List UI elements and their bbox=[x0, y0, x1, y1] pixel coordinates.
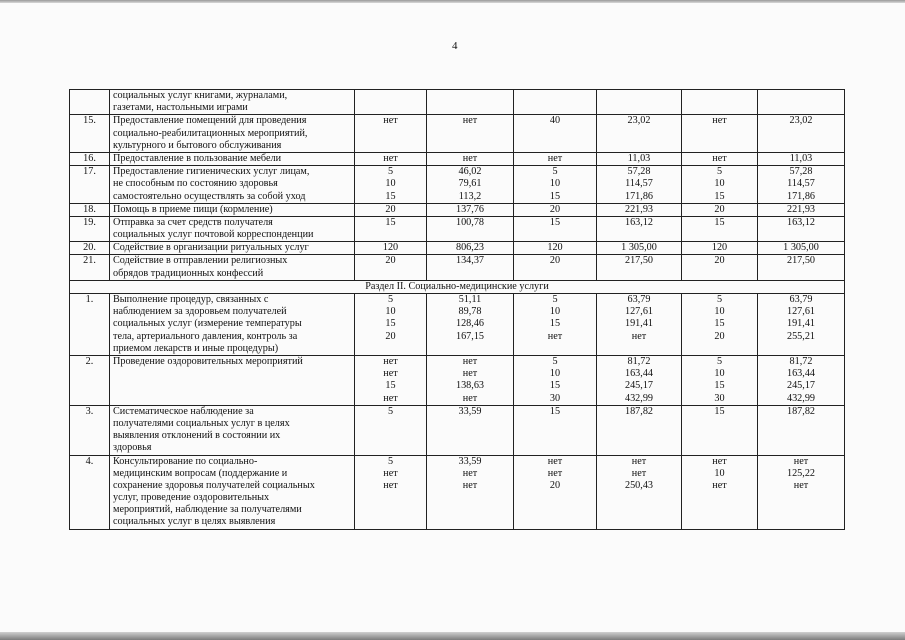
cell-line: 20 bbox=[549, 479, 561, 491]
value-cell bbox=[355, 115, 427, 153]
value-cell bbox=[514, 203, 597, 216]
table-row bbox=[70, 90, 845, 115]
cell-line: 120 bbox=[547, 242, 563, 254]
value-cell bbox=[758, 255, 845, 280]
table-row bbox=[70, 203, 845, 216]
value-cell bbox=[514, 255, 597, 280]
cell-line: 171,86 bbox=[624, 190, 653, 202]
cell-line: 5 bbox=[387, 405, 394, 417]
cell-line: нет bbox=[631, 330, 647, 342]
cell-line bbox=[358, 90, 423, 102]
cell-line: получателями социальных услуг в целях bbox=[113, 417, 290, 429]
cell-line: нет bbox=[462, 467, 478, 479]
value-cell bbox=[597, 294, 682, 356]
cell-line: самостоятельно осуществлять за собой уход bbox=[113, 190, 306, 202]
cell-line: 113,2 bbox=[458, 190, 482, 202]
service-name bbox=[110, 216, 355, 241]
cell-line: 57,28 bbox=[627, 166, 651, 178]
cell-line: 15 bbox=[549, 318, 561, 330]
cell-line: обрядов традиционных конфессий bbox=[113, 267, 264, 279]
value-cell bbox=[514, 115, 597, 153]
cell-line: 20 bbox=[385, 330, 396, 342]
value-cell bbox=[682, 90, 758, 115]
cell-line: 33,59 bbox=[458, 455, 482, 467]
value-cell bbox=[355, 455, 427, 529]
value-cell bbox=[427, 166, 514, 204]
cell-line: нет bbox=[383, 368, 398, 380]
cell-line: 191,41 bbox=[624, 318, 653, 330]
cell-line: нет bbox=[712, 152, 727, 164]
cell-line: 46,02 bbox=[458, 166, 482, 178]
cell-line: 15 bbox=[714, 216, 725, 228]
value-cell bbox=[597, 356, 682, 406]
cell-line: 10 bbox=[549, 178, 561, 190]
table-row bbox=[70, 115, 845, 153]
cell-line: 20 bbox=[714, 255, 725, 267]
cell-line: 221,93 bbox=[786, 203, 815, 215]
cell-line: нет bbox=[462, 356, 478, 367]
cell-line: 245,17 bbox=[624, 380, 653, 392]
cell-line: нет bbox=[383, 356, 398, 367]
value-cell bbox=[758, 294, 845, 356]
cell-line: социальных услуг в целях выявления bbox=[113, 516, 276, 528]
cell-line: 10 bbox=[714, 368, 725, 380]
value-cell bbox=[682, 455, 758, 529]
cell-line: 221,93 bbox=[624, 203, 653, 215]
cell-line: 15 bbox=[549, 216, 561, 228]
row-number: 20. bbox=[70, 242, 110, 255]
value-cell bbox=[514, 216, 597, 241]
cell-line: 5 bbox=[716, 166, 723, 178]
value-cell bbox=[427, 294, 514, 356]
value-cell bbox=[427, 203, 514, 216]
cell-line: 163,12 bbox=[624, 216, 653, 228]
value-cell bbox=[355, 405, 427, 455]
cell-line: нет bbox=[631, 467, 647, 479]
service-name bbox=[110, 152, 355, 165]
cell-line: нет bbox=[631, 455, 647, 467]
table-row bbox=[70, 294, 845, 356]
service-name bbox=[110, 255, 355, 280]
value-cell bbox=[427, 356, 514, 406]
cell-line: 15 bbox=[714, 318, 725, 330]
cell-line: 20 bbox=[549, 255, 561, 267]
value-cell bbox=[682, 405, 758, 455]
cell-line: 57,28 bbox=[789, 166, 813, 178]
cell-line: 5 bbox=[552, 166, 558, 178]
cell-line: 1 305,00 bbox=[621, 242, 657, 254]
cell-line: приемом лекарств и иные процедуры) bbox=[113, 342, 279, 354]
cell-line: газетами, настольными играми bbox=[113, 102, 248, 114]
value-cell bbox=[597, 152, 682, 165]
cell-line: 134,37 bbox=[455, 255, 484, 267]
section-title: Раздел II. Социально-медицинские услуги bbox=[70, 280, 845, 293]
cell-line bbox=[430, 90, 510, 102]
cell-line: 11,03 bbox=[627, 152, 651, 164]
cell-line: 114,57 bbox=[625, 178, 653, 190]
cell-line: 81,72 bbox=[627, 356, 651, 367]
cell-line: 163,12 bbox=[786, 216, 815, 228]
cell-line: 120 bbox=[711, 242, 728, 254]
cell-line: 15 bbox=[714, 380, 725, 392]
service-name bbox=[110, 203, 355, 216]
value-cell bbox=[682, 152, 758, 165]
cell-line: нет bbox=[712, 455, 727, 467]
value-cell bbox=[682, 216, 758, 241]
cell-line: 5 bbox=[552, 294, 558, 306]
cell-line: Консультирование по социально- bbox=[113, 455, 258, 467]
cell-line: 114,57 bbox=[787, 178, 815, 190]
cell-line: Содействие в организации ритуальных услуг bbox=[113, 242, 309, 254]
cell-line: 1 305,00 bbox=[783, 242, 819, 254]
cell-line bbox=[761, 90, 841, 102]
cell-line: услуг, проведение оздоровительных bbox=[113, 492, 270, 504]
cell-line: 432,99 bbox=[786, 392, 815, 404]
cell-line: 250,43 bbox=[624, 479, 653, 491]
cell-line: 51,11 bbox=[458, 294, 482, 306]
cell-line: 20 bbox=[385, 203, 396, 215]
cell-line: Систематическое наблюдение за bbox=[113, 405, 254, 417]
cell-line: 15 bbox=[385, 216, 396, 228]
cell-line: 10 bbox=[714, 178, 725, 190]
row-number: 19. bbox=[70, 216, 110, 241]
value-cell bbox=[597, 242, 682, 255]
cell-line: нет bbox=[383, 392, 398, 404]
cell-line: 33,59 bbox=[458, 405, 482, 417]
cell-line: 11,03 bbox=[789, 152, 813, 164]
value-cell bbox=[514, 242, 597, 255]
cell-line: 20 bbox=[714, 203, 725, 215]
cell-line: наблюдением за здоровьем получателей bbox=[113, 306, 287, 318]
cell-line: нет bbox=[793, 479, 809, 491]
cell-line: социально-реабилитационных мероприятий, bbox=[113, 127, 308, 139]
cell-line: нет bbox=[462, 392, 478, 404]
value-cell bbox=[597, 90, 682, 115]
cell-line: медицинским вопросам (поддержание и bbox=[113, 467, 288, 479]
cell-line bbox=[685, 90, 754, 102]
cell-line: 63,79 bbox=[789, 294, 813, 306]
value-cell bbox=[758, 90, 845, 115]
cell-line: 167,15 bbox=[455, 330, 484, 342]
cell-line: нет bbox=[547, 467, 563, 479]
table-row bbox=[70, 455, 845, 529]
cell-line: 187,82 bbox=[624, 405, 653, 417]
cell-line: 10 bbox=[714, 467, 725, 479]
value-cell bbox=[682, 356, 758, 406]
value-cell bbox=[758, 152, 845, 165]
table-row bbox=[70, 166, 845, 204]
value-cell bbox=[682, 242, 758, 255]
row-number: 4. bbox=[70, 455, 110, 529]
value-cell bbox=[427, 242, 514, 255]
cell-line: нет bbox=[383, 479, 398, 491]
cell-line: нет bbox=[547, 152, 563, 164]
service-name bbox=[110, 356, 355, 406]
cell-line: 432,99 bbox=[624, 392, 653, 404]
cell-line: тела, артериального давления, контроль за bbox=[113, 330, 298, 342]
cell-line: мероприятий, наблюдение за получателями bbox=[113, 504, 302, 516]
cell-line: 127,61 bbox=[624, 306, 653, 318]
value-cell bbox=[514, 455, 597, 529]
row-number bbox=[70, 90, 110, 115]
cell-line: нет bbox=[383, 467, 398, 479]
value-cell bbox=[514, 356, 597, 406]
cell-line: 15 bbox=[385, 318, 396, 330]
row-number: 3. bbox=[70, 405, 110, 455]
value-cell bbox=[355, 255, 427, 280]
cell-line: 138,63 bbox=[455, 380, 484, 392]
service-name bbox=[110, 90, 355, 115]
value-cell bbox=[758, 166, 845, 204]
cell-line: 15 bbox=[549, 380, 561, 392]
value-cell bbox=[514, 166, 597, 204]
service-name bbox=[110, 242, 355, 255]
value-cell bbox=[597, 405, 682, 455]
cell-line: 5 bbox=[716, 356, 723, 367]
cell-line: 127,61 bbox=[786, 306, 815, 318]
value-cell bbox=[427, 152, 514, 165]
cell-line: 217,50 bbox=[624, 255, 653, 267]
cell-line: 79,61 bbox=[458, 178, 482, 190]
cell-line: 23,02 bbox=[789, 115, 813, 127]
cell-line: 5 bbox=[552, 356, 558, 367]
value-cell bbox=[427, 455, 514, 529]
cell-line: Предоставление помещений для проведения bbox=[113, 115, 307, 127]
page-number: 4 bbox=[452, 40, 458, 52]
value-cell bbox=[355, 152, 427, 165]
cell-line: 89,78 bbox=[458, 306, 482, 318]
cell-line: сохранение здоровья получателей социальных bbox=[113, 479, 315, 491]
cell-line: 217,50 bbox=[786, 255, 815, 267]
cell-line: 10 bbox=[714, 306, 725, 318]
cell-line: Содействие в отправлении религиозных bbox=[113, 255, 288, 267]
value-cell bbox=[355, 90, 427, 115]
value-cell bbox=[682, 115, 758, 153]
value-cell bbox=[355, 242, 427, 255]
value-cell bbox=[355, 216, 427, 241]
value-cell bbox=[682, 166, 758, 204]
value-cell bbox=[355, 294, 427, 356]
cell-line: нет bbox=[547, 455, 563, 467]
service-name bbox=[110, 455, 355, 529]
cell-line: нет bbox=[462, 368, 478, 380]
cell-line: нет bbox=[383, 115, 398, 127]
cell-line: 15 bbox=[549, 405, 561, 417]
cell-line: 10 bbox=[549, 306, 561, 318]
value-cell bbox=[758, 356, 845, 406]
cell-line: нет bbox=[383, 152, 398, 164]
cell-line: 23,02 bbox=[627, 115, 651, 127]
cell-line: Проведение оздоровительных мероприятий bbox=[113, 356, 303, 367]
services-table bbox=[69, 89, 845, 530]
value-cell bbox=[514, 405, 597, 455]
service-name bbox=[110, 405, 355, 455]
cell-line: 187,82 bbox=[786, 405, 815, 417]
cell-line: 30 bbox=[714, 392, 725, 404]
row-number: 2. bbox=[70, 356, 110, 406]
cell-line: 806,23 bbox=[455, 242, 484, 254]
section-row bbox=[70, 280, 845, 293]
cell-line: нет bbox=[462, 479, 478, 491]
cell-line: 20 bbox=[549, 203, 561, 215]
table-row bbox=[70, 242, 845, 255]
service-name bbox=[110, 166, 355, 204]
cell-line: культурного и бытового обслуживания bbox=[113, 139, 282, 151]
table-row bbox=[70, 152, 845, 165]
cell-line: 171,86 bbox=[786, 190, 815, 202]
row-number: 21. bbox=[70, 255, 110, 280]
value-cell bbox=[427, 90, 514, 115]
cell-line: 10 bbox=[385, 178, 396, 190]
value-cell bbox=[597, 255, 682, 280]
cell-line: 191,41 bbox=[786, 318, 815, 330]
cell-line: здоровья bbox=[113, 442, 152, 454]
table-row bbox=[70, 255, 845, 280]
value-cell bbox=[427, 216, 514, 241]
cell-line: 10 bbox=[549, 368, 561, 380]
cell-line: 15 bbox=[385, 190, 396, 202]
cell-line: социальных услуг книгами, журналами, bbox=[113, 90, 288, 101]
value-cell bbox=[682, 294, 758, 356]
cell-line: 5 bbox=[387, 166, 394, 178]
cell-line: 5 bbox=[387, 455, 394, 467]
value-cell bbox=[427, 255, 514, 280]
value-cell bbox=[597, 166, 682, 204]
value-cell bbox=[355, 203, 427, 216]
table-row bbox=[70, 405, 845, 455]
cell-line bbox=[517, 90, 593, 102]
cell-line: нет bbox=[712, 479, 727, 491]
service-name bbox=[110, 294, 355, 356]
cell-line: 15 bbox=[385, 380, 396, 392]
service-name bbox=[110, 115, 355, 153]
value-cell bbox=[427, 405, 514, 455]
cell-line: 137,76 bbox=[455, 203, 484, 215]
cell-line: 255,21 bbox=[786, 330, 815, 342]
value-cell bbox=[758, 405, 845, 455]
cell-line: нет bbox=[462, 115, 478, 127]
row-number: 17. bbox=[70, 166, 110, 204]
cell-line: 100,78 bbox=[455, 216, 484, 228]
cell-line: 15 bbox=[549, 190, 561, 202]
cell-line: 40 bbox=[549, 115, 561, 127]
cell-line: 245,17 bbox=[786, 380, 815, 392]
value-cell bbox=[682, 255, 758, 280]
cell-line: выявления отклонений в состоянии их bbox=[113, 430, 281, 442]
cell-line: Отправка за счет средств получателя bbox=[113, 216, 273, 228]
cell-line: социальных услуг почтовой корреспонденции bbox=[113, 229, 314, 241]
cell-line: 5 bbox=[716, 294, 723, 306]
cell-line: Предоставление гигиенических услуг лицам, bbox=[113, 166, 310, 178]
row-number: 15. bbox=[70, 115, 110, 153]
cell-line: 30 bbox=[549, 392, 561, 404]
scan-edge-top bbox=[0, 0, 905, 3]
scan-edge-bottom bbox=[0, 632, 905, 640]
cell-line: 128,46 bbox=[455, 318, 484, 330]
cell-line: нет bbox=[547, 330, 563, 342]
cell-line bbox=[600, 90, 678, 102]
value-cell bbox=[758, 203, 845, 216]
value-cell bbox=[597, 115, 682, 153]
cell-line: 10 bbox=[385, 306, 396, 318]
value-cell bbox=[597, 203, 682, 216]
value-cell bbox=[758, 216, 845, 241]
value-cell bbox=[355, 166, 427, 204]
cell-line: Помощь в приеме пищи (кормление) bbox=[113, 203, 273, 215]
cell-line: 20 bbox=[385, 255, 396, 267]
value-cell bbox=[758, 455, 845, 529]
value-cell bbox=[355, 356, 427, 406]
cell-line: 163,44 bbox=[786, 368, 815, 380]
cell-line: нет bbox=[712, 115, 727, 127]
value-cell bbox=[597, 455, 682, 529]
cell-line: 63,79 bbox=[627, 294, 651, 306]
value-cell bbox=[758, 242, 845, 255]
table-row bbox=[70, 216, 845, 241]
cell-line: 120 bbox=[382, 242, 399, 254]
cell-line: 125,22 bbox=[786, 467, 815, 479]
cell-line: Выполнение процедур, связанных с bbox=[113, 294, 269, 306]
value-cell bbox=[514, 152, 597, 165]
cell-line: нет bbox=[462, 152, 478, 164]
cell-line: нет bbox=[793, 455, 809, 467]
value-cell bbox=[758, 115, 845, 153]
value-cell bbox=[597, 216, 682, 241]
row-number: 1. bbox=[70, 294, 110, 356]
cell-line: не способным по состоянию здоровья bbox=[113, 178, 278, 190]
value-cell bbox=[514, 90, 597, 115]
cell-line: 163,44 bbox=[624, 368, 653, 380]
cell-line: 15 bbox=[714, 405, 725, 417]
value-cell bbox=[514, 294, 597, 356]
cell-line: 81,72 bbox=[789, 356, 813, 367]
cell-line: 5 bbox=[387, 294, 394, 306]
cell-line: Предоставление в пользование мебели bbox=[113, 152, 282, 164]
row-number: 16. bbox=[70, 152, 110, 165]
table-row bbox=[70, 356, 845, 406]
cell-line: 15 bbox=[714, 190, 725, 202]
row-number: 18. bbox=[70, 203, 110, 216]
cell-line: социальных услуг (измерение температуры bbox=[113, 318, 302, 330]
value-cell bbox=[427, 115, 514, 153]
value-cell bbox=[682, 203, 758, 216]
cell-line: 20 bbox=[714, 330, 725, 342]
